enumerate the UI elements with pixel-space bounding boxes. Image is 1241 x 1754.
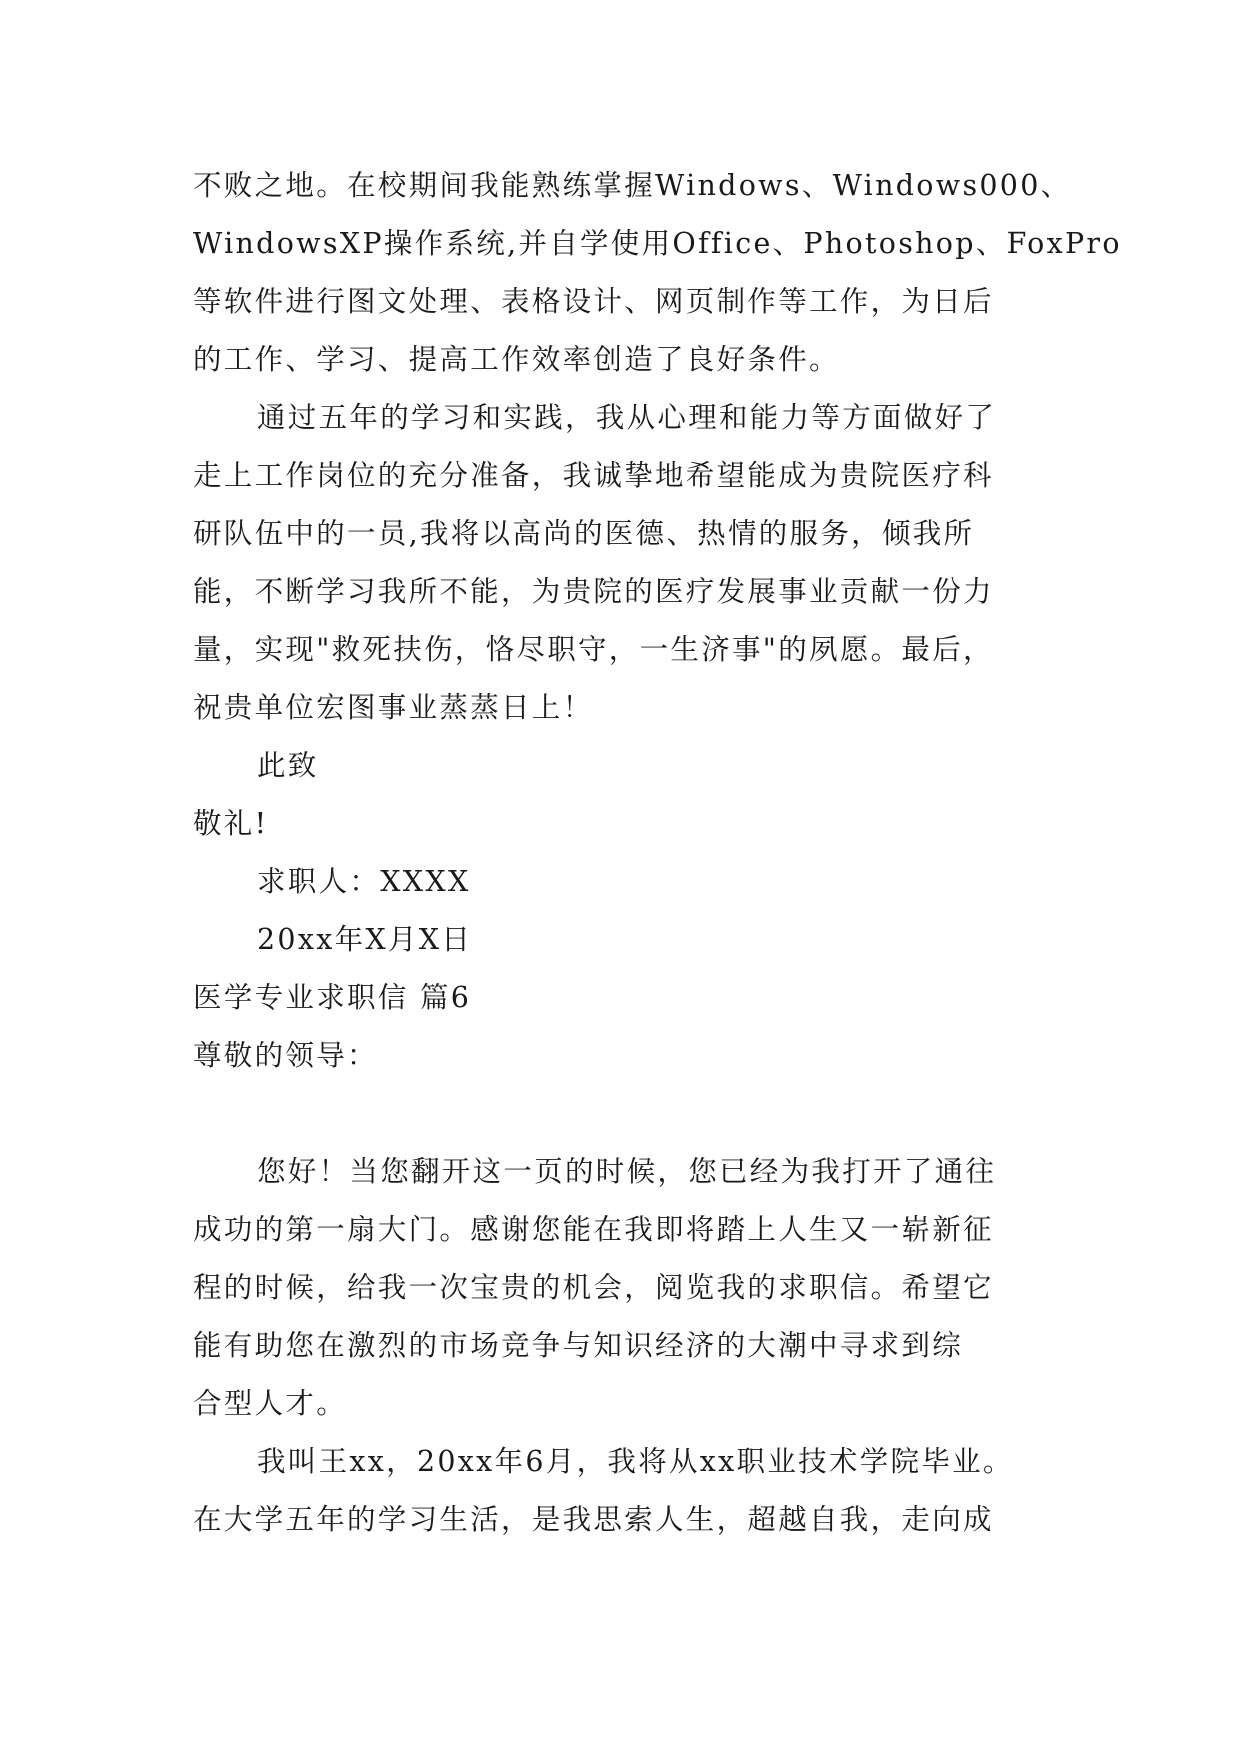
- text-line-9: 量，实现"救死扶伤，恪尽职守，一生济事"的夙愿。最后，: [193, 633, 994, 666]
- text-line-6: 走上工作岗位的充分准备，我诚挚地希望能成为贵院医疗科: [193, 459, 994, 492]
- text-line-1: 不败之地。在校期间我能熟练掌握Windows、Windows000、: [193, 169, 1072, 202]
- text-line-5: 通过五年的学习和实践，我从心理和能力等方面做好了: [257, 401, 997, 434]
- text-line-8: 能，不断学习我所不能，为贵院的医疗发展事业贡献一份力: [193, 575, 994, 608]
- text-line-3: 等软件进行图文处理、表格设计、网页制作等工作，为日后: [193, 285, 994, 318]
- text-line-2: WindowsXP操作系统,并自学使用Office、Photoshop、FoxPro: [193, 227, 1122, 260]
- text-line-21: 合型人才。: [193, 1387, 348, 1420]
- text-line-7: 研队伍中的一员,我将以高尚的医德、热情的服务，倾我所: [193, 517, 975, 550]
- closing-regards: 敬礼!: [193, 807, 269, 840]
- signature-line: 求职人：XXXX: [257, 865, 471, 898]
- section-heading: 医学专业求职信 篇6: [193, 981, 472, 1014]
- text-line-23: 在大学五年的学习生活，是我思索人生，超越自我，走向成: [193, 1503, 994, 1536]
- closing-salutation: 此致: [257, 749, 319, 782]
- text-line-20: 能有助您在激烈的市场竞争与知识经济的大潮中寻求到综: [193, 1329, 964, 1362]
- greeting-line: 尊敬的领导：: [193, 1039, 378, 1072]
- text-line-17: 您好！当您翻开这一页的时候，您已经为我打开了通往: [257, 1155, 997, 1188]
- date-line: 20xx年X月X日: [257, 923, 473, 956]
- text-line-19: 程的时候，给我一次宝贵的机会，阅览我的求职信。希望它: [193, 1271, 994, 1304]
- text-line-4: 的工作、学习、提高工作效率创造了良好条件。: [193, 343, 840, 376]
- text-line-22: 我叫王xx，20xx年6月，我将从xx职业技术学院毕业。: [257, 1445, 1014, 1478]
- text-line-10: 祝贵单位宏图事业蒸蒸日上！: [193, 691, 594, 724]
- text-line-18: 成功的第一扇大门。感谢您能在我即将踏上人生又一崭新征: [193, 1213, 994, 1246]
